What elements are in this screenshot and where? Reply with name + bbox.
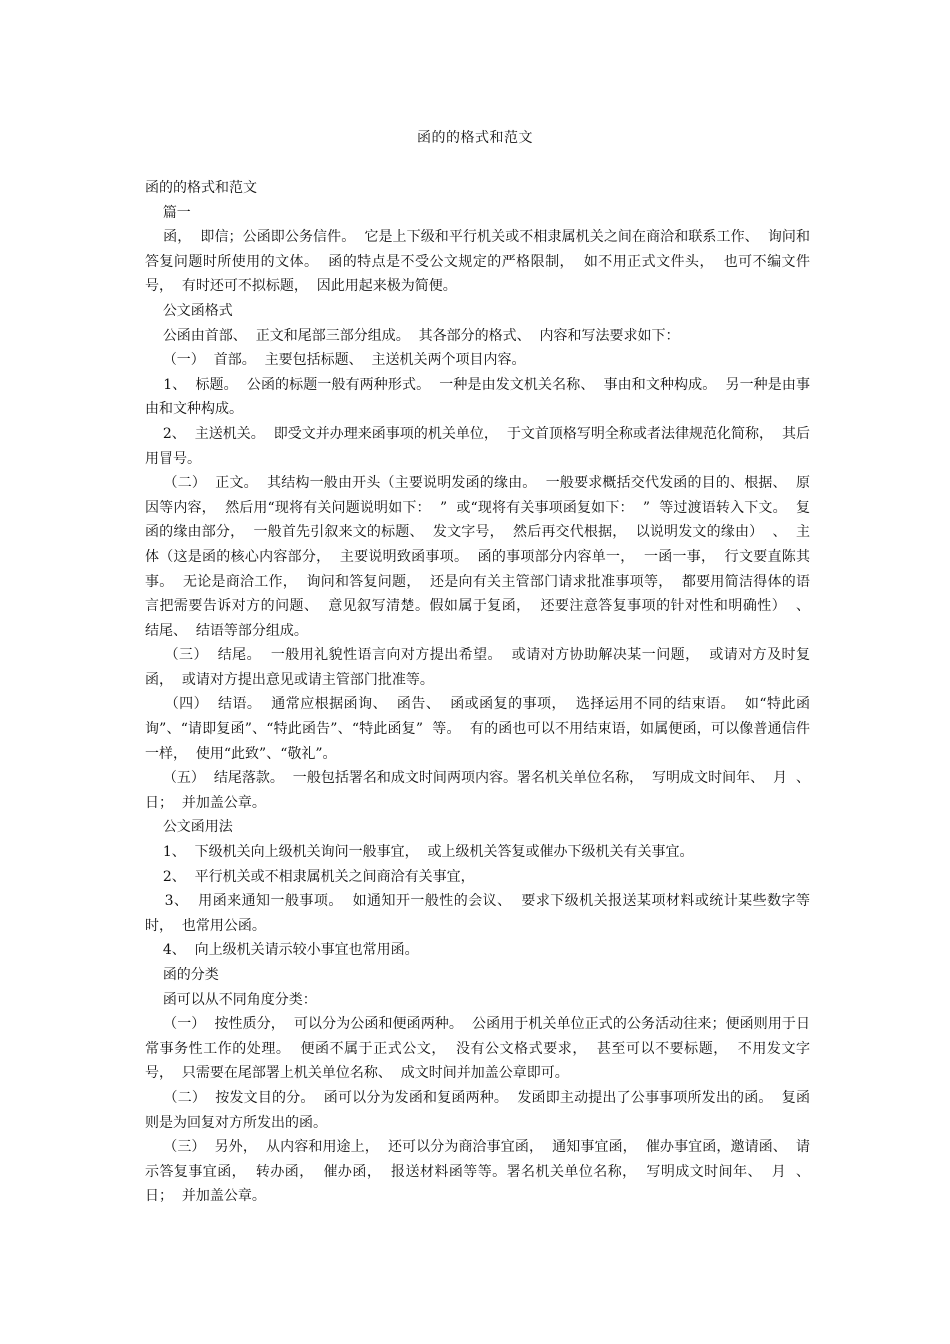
paragraph: 函的的格式和范文 xyxy=(145,180,257,196)
paragraph: 1、 标题。 公函的标题一般有两种形式。 一种是由发文机关名称、 事由和文种构成。 另一种是由事由和文种构成。 xyxy=(145,376,810,418)
section-heading: 公文函用法 xyxy=(145,819,233,836)
paragraph: 函， 即信；公函即公务信件。 它是上下级和平行机关或不相隶属机关之间在商洽和联系工作、 询问和答复问题时所使用的文体。 函的特点是不受公文规定的严格限制， 如不用正式文件头， 也可不编文件号， 有时还可不拟标题， 因此用起来极为简便。 xyxy=(145,229,810,295)
paragraph: （二） 按发文目的分。 函可以分为发函和复函两种。 发函即主动提出了公事事项所发出的函。 复函则是为回复对方所发出的函。 xyxy=(145,1089,810,1131)
paragraph: （一） 按性质分， 可以分为公函和便函两种。 公函用于机关单位正式的公务活动往来；便函则用于日常事务性工作的处理。 便函不属于正式公文， 没有公文格式要求， 甚至可以不要标题， 不用发文字号， 只需要在尾部署上机关单位名称、 成文时间并加盖公章即可。 xyxy=(145,1016,810,1082)
paragraph: （二） 正文。 其结构一般由开头（主要说明发函的缘由。 一般要求概括交代发函的目的、根据、 原因等内容， 然后用“现将有关问题说明如下： ” 或“现将有关事项函复如下： ” 等过渡语转入下文。 复函的缘由部分， 一般首先引叙来文的标题、 发文字号， 然后再交代根据， 以说明发文的缘由） 、 主体（这是函的核心内容部分， 主要说明致函事项。 函的事项部分内容单一， 一函一事， 行文要直陈其事。 无论是商洽工作， 询问和答复问题， 还是向有关主管部门请求批准事项等， 都要用简洁得体的语言把需要告诉对方的问题、 意见叙写清楚。假如属于复函， 还要注意答复事项的针对性和明确性） 、 结尾、 结语等部分组成。 xyxy=(145,475,819,639)
paragraph: 公函由首部、 正文和尾部三部分组成。 其各部分的格式、 内容和写法要求如下： xyxy=(145,327,680,344)
paragraph: 4、 向上级机关请示较小事宜也常用函。 xyxy=(145,942,419,959)
paragraph: 2、 平行机关或不相隶属机关之间商洽有关事宜， xyxy=(145,868,475,885)
paragraph: （四） 结语。 通常应根据函询、 函告、 函或函复的事项， 选择运用不同的结束语。 如“特此函询”、“请即复函”、“特此函告”、“特此函复” 等。 有的函也可以不用结束语，如属便函，可以像普通信件一样， 使用“此致”、“敬礼”。 xyxy=(145,696,810,762)
paragraph: （五） 结尾落款。 一般包括署名和成文时间两项内容。署名机关单位名称， 写明成文时间年、 月 、 日； 并加盖公章。 xyxy=(145,770,819,811)
document-title: 函的的格式和范文 xyxy=(417,130,533,146)
section-heading: 函的分类 xyxy=(145,967,219,983)
paragraph: 3、 用函来通知一般事项。 如通知开一般性的会议、 要求下级机关报送某项材料或统计某些数字等时， 也常用公函。 xyxy=(145,893,810,934)
section-heading: 公文函格式 xyxy=(145,302,233,319)
paragraph: 1、 下级机关向上级机关询问一般事宜， 或上级机关答复或催办下级机关有关事宜。 xyxy=(145,844,694,861)
document-body xyxy=(145,176,819,1209)
paragraph: 2、 主送机关。 即受文并办理来函事项的机关单位， 于文首顶格写明全称或者法律规范化简称， 其后用冒号。 xyxy=(145,425,810,467)
paragraph: 函可以从不同角度分类： xyxy=(145,991,317,1008)
paragraph: 篇一 xyxy=(145,204,191,221)
paragraph: （三） 另外， 从内容和用途上， 还可以分为商洽事宜函， 通知事宜函， 催办事宜函，邀请函、 请示答复事宜函， 转办函， 催办函， 报送材料函等等。署名机关单位名称， 写明成文时间年、 月 、 日； 并加盖公章。 xyxy=(145,1139,819,1205)
paragraph: （一） 首部。 主要包括标题、 主送机关两个项目内容。 xyxy=(145,352,526,369)
paragraph: （三） 结尾。 一般用礼貌性语言向对方提出希望。 或请对方协助解决某一问题， 或请对方及时复函， 或请对方提出意见或请主管部门批准等。 xyxy=(145,647,810,688)
